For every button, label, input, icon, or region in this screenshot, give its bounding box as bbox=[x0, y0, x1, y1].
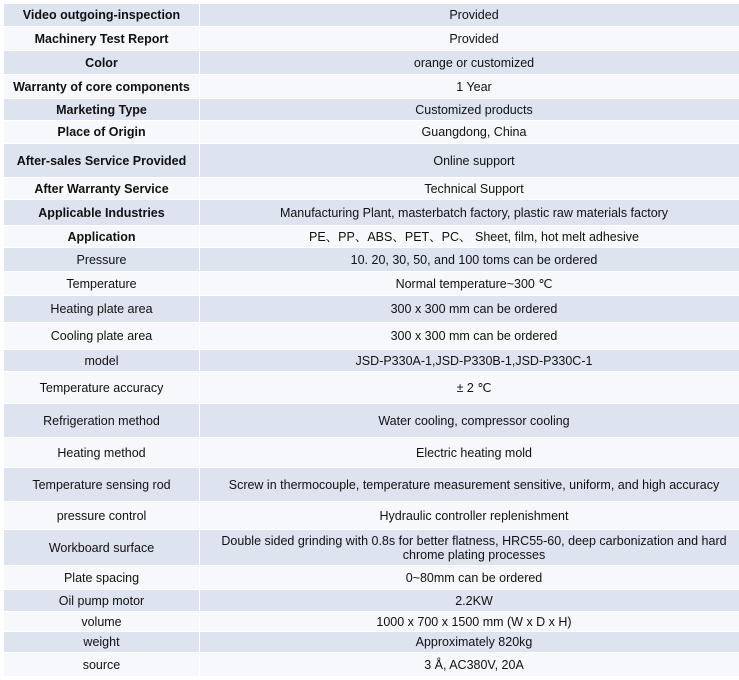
spec-label: Place of Origin bbox=[4, 121, 200, 144]
spec-row bbox=[4, 296, 739, 323]
spec-row bbox=[4, 372, 739, 404]
spec-value: Approximately 820kg bbox=[200, 632, 739, 653]
spec-label: Warranty of core components bbox=[4, 75, 200, 99]
spec-row bbox=[4, 200, 739, 226]
spec-row bbox=[4, 653, 739, 677]
spec-label: model bbox=[4, 350, 200, 372]
spec-value: Screw in thermocouple, temperature measurement sensitive, uniform, and high accuracy bbox=[200, 468, 739, 502]
spec-label: Marketing Type bbox=[4, 99, 200, 121]
spec-row bbox=[4, 51, 739, 75]
spec-value: Technical Support bbox=[200, 178, 739, 200]
spec-value: Manufacturing Plant, masterbatch factory, plastic raw materials factory bbox=[200, 200, 739, 226]
spec-value: 2.2KW bbox=[200, 590, 739, 612]
spec-row bbox=[4, 75, 739, 99]
spec-label: Color bbox=[4, 51, 200, 75]
spec-row bbox=[4, 502, 739, 530]
spec-value: Electric heating mold bbox=[200, 438, 739, 468]
spec-label: Heating method bbox=[4, 438, 200, 468]
spec-label: pressure control bbox=[4, 502, 200, 530]
spec-label: Machinery Test Report bbox=[4, 27, 200, 51]
spec-label: After-sales Service Provided bbox=[4, 144, 200, 178]
spec-value: Customized products bbox=[200, 99, 739, 121]
specification-table-body bbox=[4, 4, 739, 677]
spec-value: 1000 x 700 x 1500 mm (W x D x H) bbox=[200, 612, 739, 632]
spec-label: Workboard surface bbox=[4, 530, 200, 566]
spec-value: 3 Å, AC380V, 20A bbox=[200, 653, 739, 677]
spec-label: Applicable Industries bbox=[4, 200, 200, 226]
spec-value: Water cooling, compressor cooling bbox=[200, 404, 739, 438]
spec-row bbox=[4, 350, 739, 372]
spec-label: After Warranty Service bbox=[4, 178, 200, 200]
spec-label: Heating plate area bbox=[4, 296, 200, 323]
spec-row bbox=[4, 226, 739, 248]
spec-value: ± 2 ℃ bbox=[200, 372, 739, 404]
spec-row bbox=[4, 566, 739, 590]
specification-table bbox=[3, 3, 739, 677]
spec-value: PE、PP、ABS、PET、PC、 Sheet, film, hot melt adhesive bbox=[200, 226, 739, 248]
spec-row bbox=[4, 27, 739, 51]
spec-value: Provided bbox=[200, 27, 739, 51]
spec-label: Pressure bbox=[4, 248, 200, 272]
spec-row bbox=[4, 178, 739, 200]
spec-row bbox=[4, 4, 739, 27]
spec-row bbox=[4, 632, 739, 653]
spec-row bbox=[4, 590, 739, 612]
spec-row bbox=[4, 438, 739, 468]
spec-value: 300 x 300 mm can be ordered bbox=[200, 296, 739, 323]
spec-value: Guangdong, China bbox=[200, 121, 739, 144]
spec-value: 10. 20, 30, 50, and 100 toms can be ordered bbox=[200, 248, 739, 272]
spec-label: weight bbox=[4, 632, 200, 653]
spec-label: volume bbox=[4, 612, 200, 632]
spec-label: Video outgoing-inspection bbox=[4, 4, 200, 27]
spec-row bbox=[4, 121, 739, 144]
spec-row bbox=[4, 99, 739, 121]
spec-value: 1 Year bbox=[200, 75, 739, 99]
spec-value: Provided bbox=[200, 4, 739, 27]
spec-value: 0~80mm can be ordered bbox=[200, 566, 739, 590]
spec-label: source bbox=[4, 653, 200, 677]
spec-row bbox=[4, 468, 739, 502]
spec-row bbox=[4, 530, 739, 566]
spec-label: Plate spacing bbox=[4, 566, 200, 590]
spec-row bbox=[4, 612, 739, 632]
spec-label: Temperature bbox=[4, 272, 200, 296]
spec-label: Cooling plate area bbox=[4, 323, 200, 350]
spec-value: Normal temperature~300 ℃ bbox=[200, 272, 739, 296]
spec-label: Refrigeration method bbox=[4, 404, 200, 438]
spec-value: orange or customized bbox=[200, 51, 739, 75]
spec-row bbox=[4, 144, 739, 178]
spec-label: Application bbox=[4, 226, 200, 248]
spec-row bbox=[4, 248, 739, 272]
spec-row bbox=[4, 272, 739, 296]
spec-value: Online support bbox=[200, 144, 739, 178]
spec-label: Temperature accuracy bbox=[4, 372, 200, 404]
spec-value: JSD-P330A-1,JSD-P330B-1,JSD-P330C-1 bbox=[200, 350, 739, 372]
spec-value: Hydraulic controller replenishment bbox=[200, 502, 739, 530]
spec-value: 300 x 300 mm can be ordered bbox=[200, 323, 739, 350]
spec-label: Oil pump motor bbox=[4, 590, 200, 612]
spec-value: Double sided grinding with 0.8s for better flatness, HRC55-60, deep carbonization and hard chrome plating processes bbox=[200, 530, 739, 566]
spec-row bbox=[4, 323, 739, 350]
spec-row bbox=[4, 404, 739, 438]
spec-label: Temperature sensing rod bbox=[4, 468, 200, 502]
